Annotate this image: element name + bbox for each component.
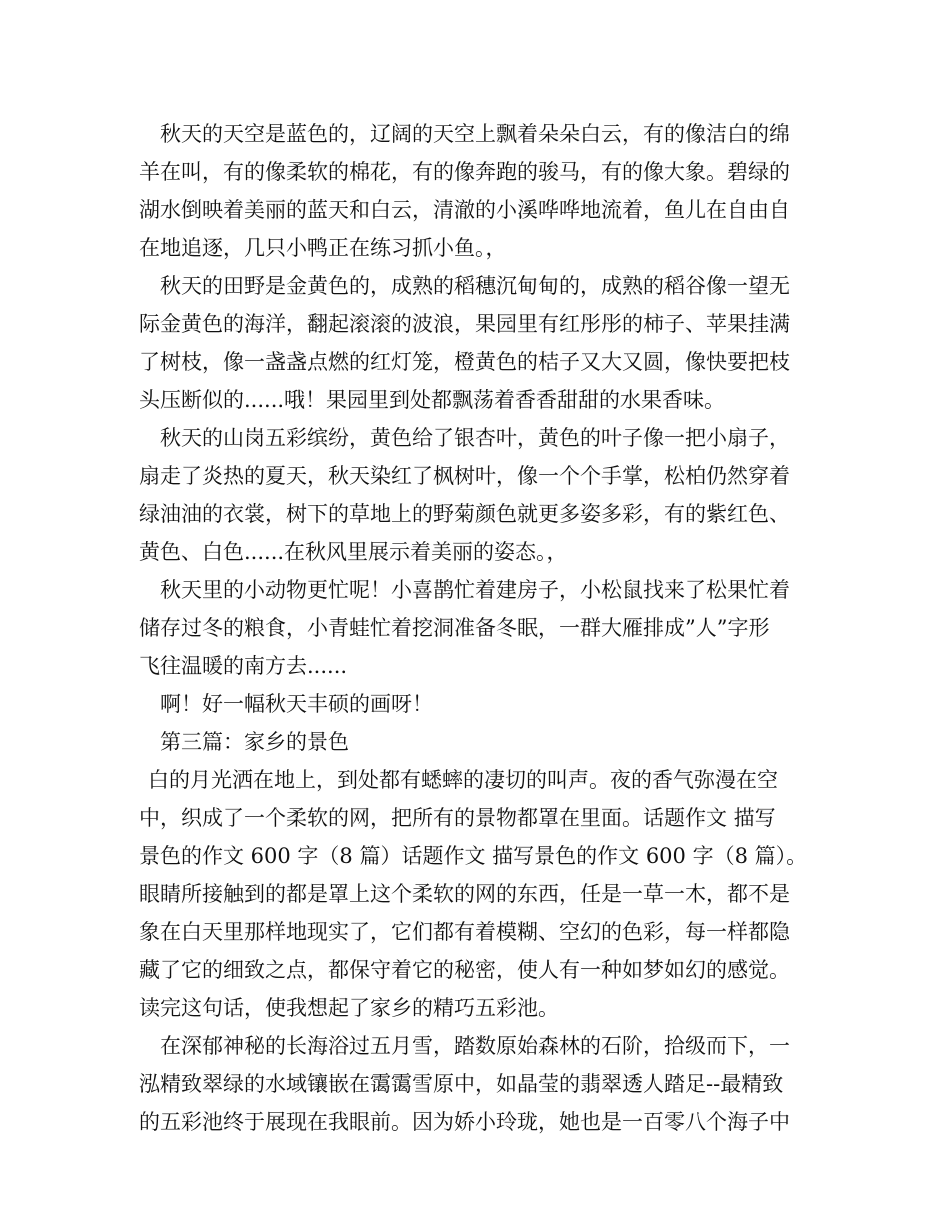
text-line: 泓精致翠绿的水域镶嵌在霭霭雪原中，如晶莹的翡翠透人踏足--最精致 [139, 1072, 784, 1096]
text-line: 储存过冬的粮食，小青蛙忙着挖洞准备冬眠，一群大雁排成”人”字形 [139, 616, 770, 640]
text-line: 扇走了炎热的夏天，秋天染红了枫树叶，像一个个手掌，松柏仍然穿着 [139, 464, 790, 488]
text-line: 飞往温暖的南方去...... [139, 654, 348, 678]
text-line: 读完这句话，使我想起了家乡的精巧五彩池。 [139, 996, 559, 1020]
text-line: 象在白天里那样地现实了，它们都有着模糊、空幻的色彩，每一样都隐 [139, 920, 790, 944]
text-line: 在地追逐，几只小鸭正在练习抓小鱼。， [139, 236, 507, 260]
text-line: 藏了它的细致之点，都保守着它的秘密，使人有一种如梦如幻的感觉。 [139, 958, 790, 982]
text-line: 湖水倒映着美丽的蓝天和白云，清澈的小溪哗哗地流着，鱼儿在自由自 [139, 198, 790, 222]
text-line: 际金黄色的海洋，翻起滚滚的波浪，果园里有红彤彤的柿子、苹果挂满 [139, 312, 790, 336]
text-line: 啊！好一幅秋天丰硕的画呀！ [160, 692, 433, 716]
text-line: 白的月光洒在地上，到处都有蟋蟀的凄切的叫声。夜的香气弥漫在空 [148, 768, 778, 792]
text-line: 黄色、白色......在秋风里展示着美丽的姿态。， [139, 540, 568, 564]
text-line: 羊在叫，有的像柔软的棉花，有的像奔跑的骏马，有的像大象。碧绿的 [139, 160, 790, 184]
text-line: 秋天的天空是蓝色的，辽阔的天空上飘着朵朵白云，有的像洁白的绵 [160, 122, 790, 146]
text-line: 绿油油的衣裳，树下的草地上的野菊颜色就更多姿多彩，有的紫红色、 [139, 502, 790, 526]
section-heading: 第三篇：家乡的景色 [160, 730, 349, 754]
text-line: 秋天里的小动物更忙呢！小喜鹊忙着建房子，小松鼠找来了松果忙着 [160, 578, 790, 602]
text-line: 头压断似的......哦！果园里到处都飘荡着香香甜甜的水果香味。 [139, 388, 726, 412]
text-line: 在深郁神秘的长海浴过五月雪，踏数原始森林的石阶，拾级而下，一 [160, 1034, 790, 1058]
text-line: 中，织成了一个柔软的网，把所有的景物都罩在里面。话题作文 描写 [139, 806, 776, 830]
text-line: 秋天的田野是金黄色的，成熟的稻穗沉甸甸的，成熟的稻谷像一望无 [160, 274, 790, 298]
text-line: 景色的作文 600 字（8 篇）话题作文 描写景色的作文 600 字（8 篇）。 [139, 844, 808, 868]
text-line: 眼睛所接触到的都是罩上这个柔软的网的东西，任是一草一木，都不是 [139, 882, 790, 906]
text-line: 秋天的山岗五彩缤纷，黄色给了银杏叶，黄色的叶子像一把小扇子， [160, 426, 790, 450]
text-line: 的五彩池终于展现在我眼前。因为娇小玲珑，她也是一百零八个海子中 [139, 1110, 790, 1134]
text-line: 了树枝，像一盏盏点燃的红灯笼，橙黄色的桔子又大又圆，像快要把枝 [139, 350, 790, 374]
